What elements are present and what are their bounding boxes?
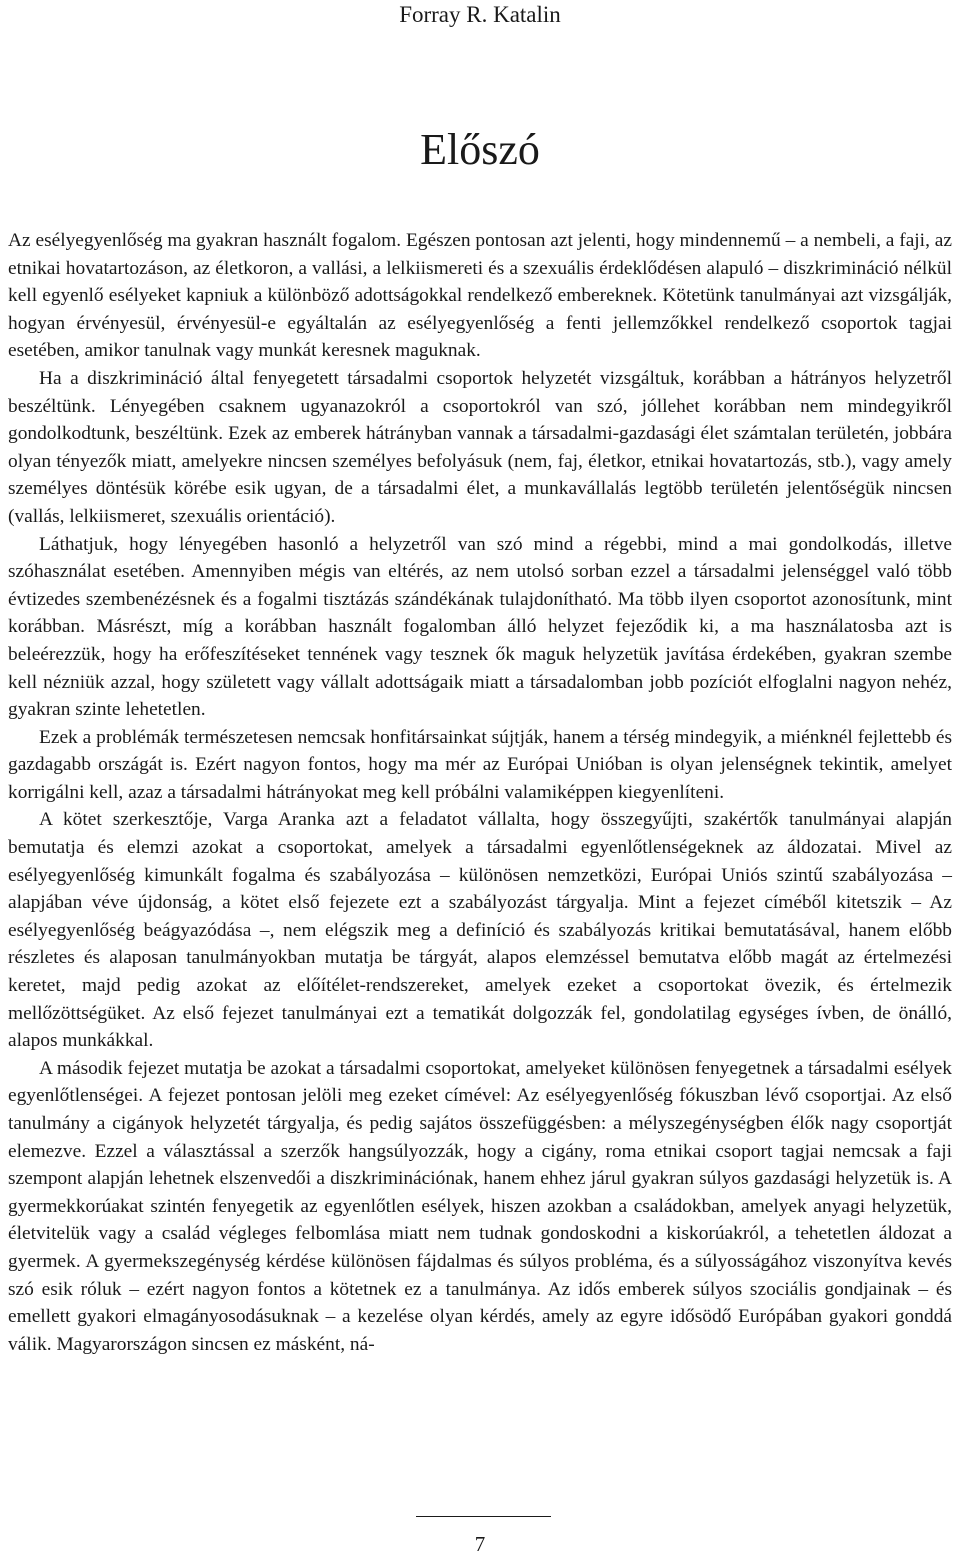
paragraph-1: Az esélyegyenlőség ma gyakran használt fogalom. Egészen pontosan azt jelenti, hogy mindennemű – a nembeli, a faji, az etnikai hovatartozáson, az életkoron, a vallási, a lelkiismereti és a szexuális érdeklődésen alapuló – diszkrimináció nélkül kell egyenlő esélyeket kapniuk a különböző adottságokkal rendelkező embereknek. Kötetünk tanulmányai azt vizsgálják, hogyan érvényesül, érvényesül-e egyáltalán az esélyegyenlőség a fenti jellemzőkkel rendelkező csoportok tagjai esetében, amikor tanulnak vagy munkát keresnek maguknak. xyxy=(8,230,952,362)
paragraph-4: Ezek a problémák természetesen nemcsak honfitársainkat sújtják, hanem a térség mindegyik, a miénknél fejlettebb és gazdagabb országát is. Ezért nagyon fontos, hogy ma mér az Európai Unióban is olyan jelenségnek tekintik, amelyet korrigálni kell, azaz a társadalmi hátrányokat meg kell próbálni valamiképpen kiegyenlíteni. xyxy=(8,726,952,803)
page-number: 7 xyxy=(474,1532,486,1556)
chapter-title: Előszó xyxy=(420,125,540,174)
paragraph-6: A második fejezet mutatja be azokat a társadalmi csoportokat, amelyeket különösen fenyegetnek a társadalmi esélyek egyenlőtlenségei. A fejezet pontosan jelöli meg ezeket címével: Az esélyegyenlőség fókuszban lévő csoportjai. Az első tanulmány a cigányok helyzetét tárgyalja, és pedig sajátos összefüggésben: a mélyszegénységben élők nagy csoportját elemezve. Ezzel a választással a szerzők hangsúlyozzák, hogy a cigány, roma etnikai csoport tagjai nemcsak a faji szempont alapján lehetnek elszenvedői a diszkriminációnak, hanem ehhez járul gyakran súlyos gazdasági helyzetük is. A gyermekkorúakat szintén fenyegetik az egyenlőtlen esélyek, hiszen azokban a családokban, amelyek anyagi helyzetük, életvitelük vagy a család végleges felbomlása miatt nem tudnak gondoskodni a kiskorúakról, a tehetetlen áldozat a gyermek. A gyermekszegénység kérdése különösen fájdalmas és súlyos probléma, és a súlyosságához viszonyítva kevés szó esik róluk – ezért nagyon fontos a kötetnek ez a tanulmánya. Az idős emberek súlyos szociális gondjainak – és emellett gyakori elmagányosodásuknak – a kezelése olyan kérdés, amely az egyre idősödő Európában gyakori gonddá válik. Magyarországon sincsen ez másként, ná- xyxy=(8,1057,952,1355)
paragraph-2: Ha a diszkrimináció által fenyegetett társadalmi csoportok helyzetét vizsgáltuk, korábban a hátrányos helyzetről beszéltünk. Lényegében csaknem ugyanazokról a csoportokról van szó, jóllehet korábban nem mindegyikről gondolkodtunk, beszéltünk. Ezek az emberek hátrányban vannak a társadalmi-gazdasági élet számtalan területén, jobbára olyan tényezők miatt, amelyekre nincsen személyes befolyásuk (nem, faj, életkor, etnikai hovatartozás, stb.), vagy amely személyes döntésük körébe esik ugyan, de a társadalmi élet, a munkavállalás legtöbb területén jelentőségük nincsen (vallás, lelkiismeret, szexuális orientáció). xyxy=(8,367,952,527)
body-text xyxy=(8,227,952,1358)
running-head: Forray R. Katalin xyxy=(399,2,561,27)
paragraph-5: A kötet szerkesztője, Varga Aranka azt a feladatot vállalta, hogy összegyűjti, szakértők tanulmányai alapján bemutatja és elemzi azokat a csoportokat, amelyek a társadalmi egyenlőtlenségeknek az áldozatai. Mivel az esélyegyenlőség kimunkált fogalma és szabályozása – különösen nemzetközi, Európai Uniós szintű szabályozása – alapjában véve újdonság, a kötet első fejezete ezt a szabályozást tárgyalja. Mint a fejezet címéből kitetszik – Az esélyegyenlőség beágyazódása –, nem elégszik meg a definíció és szabályozás kritikai bemutatásával, hanem előbb részletes és alaposan tanulmányokban mutatja be tárgyát, alapos elemzéssel bemutatva előbb magát az értelmezési keretet, majd pedig azokat az előítélet-rendszereket, amelyek ezeket a csoportokat övezik, és értelmezik mellőzöttségüket. Az első fejezet tanulmányai ezt a tematikát dolgozzák fel, gondolatilag egységes ívben, de önálló, alapos munkákkal. xyxy=(8,809,952,1052)
paragraph-3: Láthatjuk, hogy lényegében hasonló a helyzetről van szó mind a régebbi, mind a mai gondolkodás, illetve szóhasználat esetében. Amennyiben mégis van eltérés, az nem utolsó sorban ezzel a társadalmi jelenséggel való több évtizedes szembenézésnek és a fogalmi tisztázás szándékának tulajdonítható. Ma több ilyen csoportot azonosítunk, mint korábban. Másrészt, míg a korábban használt fogalomban álló helyzet fejeződik ki, a ma használatosba azt is beleérezzük, hogy ha erőfeszítéseket tennének vagy tesznek ők maguk helyzetük javítása érdekében, gyakran szembe kell nézniük azzal, hogy született vagy vállalt adottságaik miatt a társadalomban jobb pozíciót elfoglalni nagyon nehéz, gyakran szinte lehetetlen. xyxy=(8,533,952,721)
page xyxy=(8,0,952,1358)
footer-rule xyxy=(416,1516,551,1517)
